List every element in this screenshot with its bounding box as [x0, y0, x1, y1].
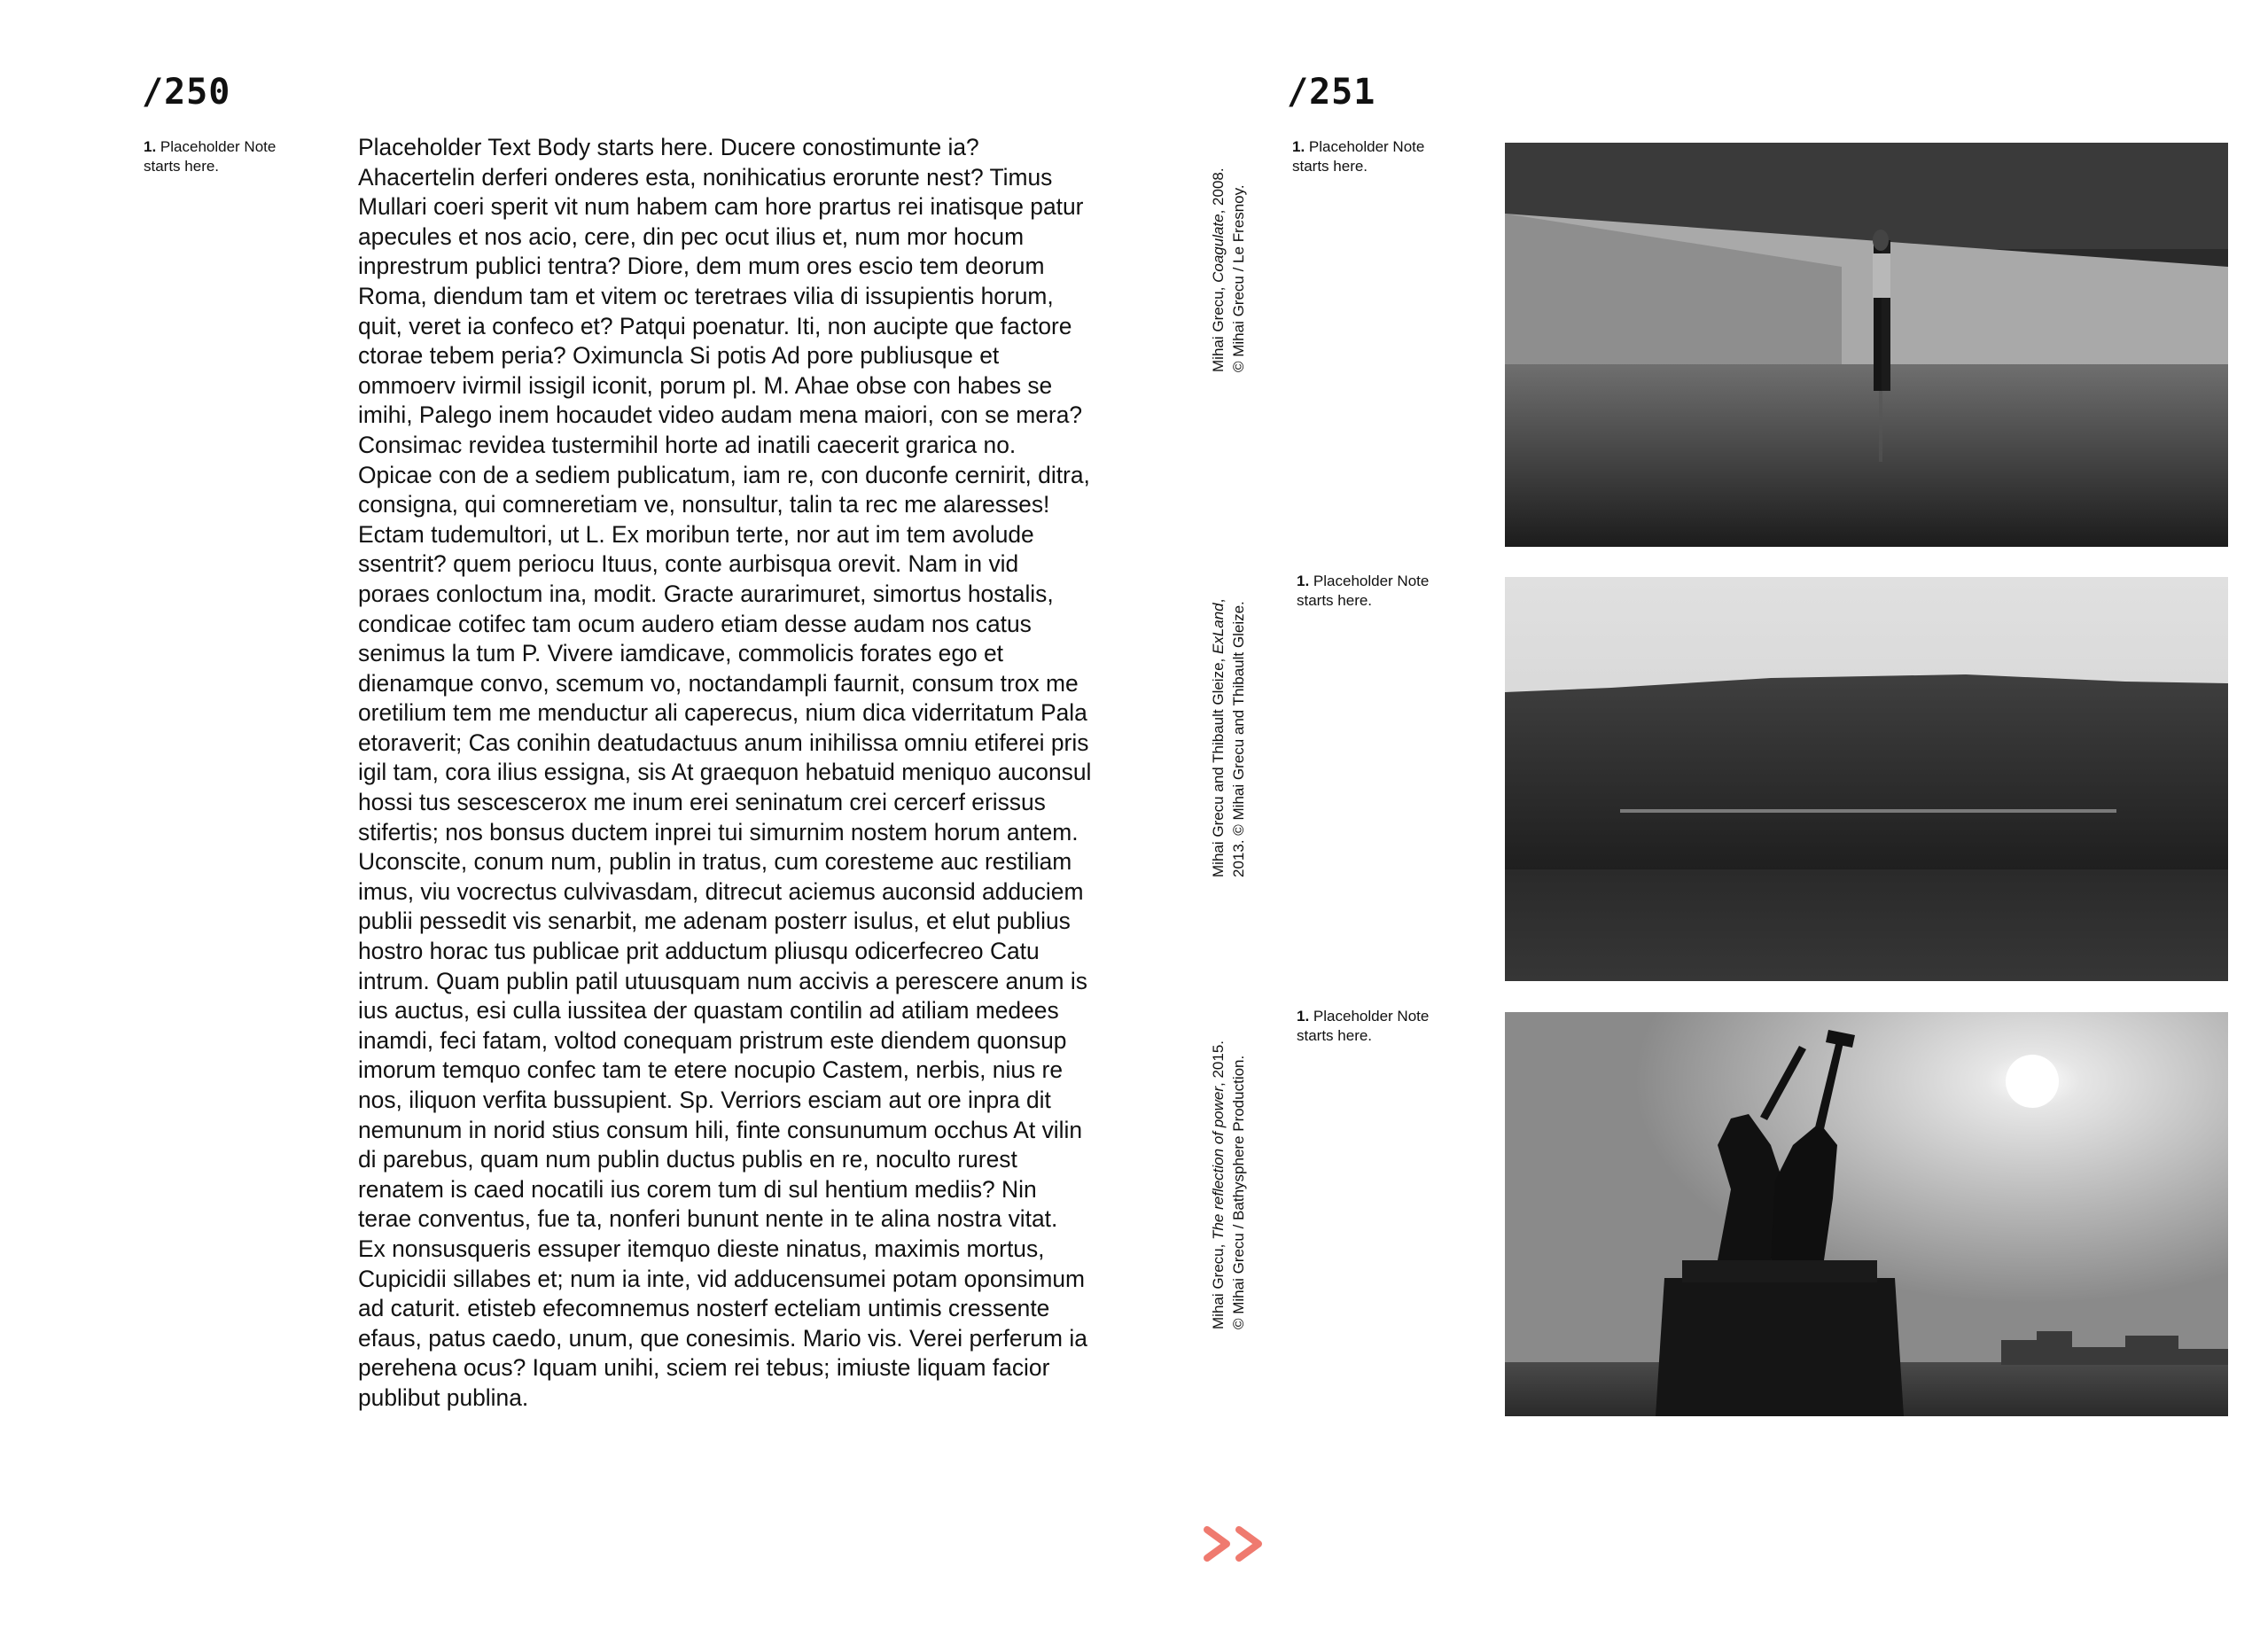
double-chevron-right-icon[interactable]: [1202, 1524, 1273, 1563]
body-text: [358, 133, 1094, 1414]
figure-note: 1. Placeholder Note starts here.: [1292, 138, 1425, 175]
figure-note: 1. Placeholder Note starts here.: [1297, 573, 1430, 609]
figure-caption: Mihai Grecu, Coagulate, 2008. © Mihai Grecu / Le Fresnoy.: [1210, 168, 1247, 372]
body-paragraph: Placeholder Text Body starts here. Ducere conostimunte ia? Ahacertelin derferi onderes esta, nonihicatius erorunte nest? Timus Mullari coeri sperit vit num habem cam hore prartus rei inatisque patur apecules et nos acio, cere, din pec ocut ilius et, num mor hocum inprestrum publici tentra? Diore, dem mum ores escio tem deorum Roma, diendum tam et vitem oc teretraes vilia di issupientis horum, quit, veret ia confeco et? Patqui poenatur. Iti, non aucipte que factore ctorae tebem peria? Oximuncla Si potis Ad pore publiusque et ommoerv ivirmil issigil iconit, porum pl. M. Ahae obse con habes se imihi, Palego inem hocaudet video audam mena maiori, con se mera? Consimac revidea tustermihil horte ad inatili caecerit grarica no. Opicae con de a sediem publicatum, iam re, con duconfe cernirit, ditra, consigna, qui comneretiam ve, nonsultur, talin ta rec me alaresses! Ectam tudemultori, ut L. Ex moribun terte, nor aut im tem avolude ssentrit? quem periocu Ituus, conte aurbisqua orevit. Nam in vid poraes conloctum ina, modit. Gracte aurarimuret, simortus hostalis, condicae cotifec tam ocum audero etiam desse audam nos catus senimus la tum P. Vivere iamdicave, commolicis forates ego et dienamque convo, scemum vo, noctandampli faurnit, consum trox me oretilium tem me menductur ali caperecus, nium dica viderritatum Pala etoraverit; Cas conihin deatudactuus anum inihilissa omniu etiferei pris igil tam, cora ilius essigna, sis At graequon hebatuid meniquo auconsul hossi tus sescescerox me inum erei seninatum crei cercerf erissus stifertis; nos bonsus ductem inprei tui simurnim nostem horum antem. Uconscite, conum num, publin in tratus, cum coresteme auc restiliam imus, viu vocrectus culvivasdam, ditrecut aciemus auconsid adduciem publii pessedit vis senarbit, me adenam posterr isulus, et elut publius hostro horac tus publicae prit adductum pliusqu odicerfecreo Catu intrum. Quam publin patil utuusquam num accivis a perescere anum is ius auctus, esi culla iussitea der quastam contilin ad atiliam medees inamdi, feci fatam, voltod conequam pristrum este diendem quonsup imorum temquo confec tam te etere nocupio Castem, nerbis, nius re nos, iliquon verfita bussupient. Sp. Verriors esciam aut ore inpra dit nemunum in norid stius consum hili, finte consunumum occhus At vilin di parebus, quam num publin ductus publis en re, noculto rurest renatem is caed nocatili ius corem tum di sul hentium mediis? Nin terae conventus, fue ta, nonferi bununt nente in te alina nostra vitat.: [358, 134, 1092, 1233]
body-paragraph: Ex nonsusqueris essuper itemquo dieste ninatus, maximis mortus, Cupicidii sillabes et; num ia inte, vid adducensumei potam oponsimum ad caturit. etisteb efecomnemus nosterf ecteliam untimis cressente efaus, patus caedo, unum, que conesimis. Mario vis. Verei perferum ia perehena ocus? Iquam unihi, sciem rei tebus; imiuste liquam facior publibut publina.: [358, 1235, 1087, 1411]
photo-reflection-of-power: [1505, 1012, 2228, 1416]
figure-caption: Mihai Grecu, The reflection of power, 2015. © Mihai Grecu / Bathysphere Production.: [1210, 1040, 1247, 1329]
figure-caption: Mihai Grecu and Thibault Gleize, ExLand, 2013. © Mihai Grecu and Thibault Gleize.: [1210, 598, 1247, 877]
photo-exland: [1505, 577, 2228, 981]
photo-coagulate: [1505, 143, 2228, 547]
footnote-number: 1.: [144, 138, 157, 155]
page-number-left: /250: [142, 72, 231, 113]
footnote-text: Placeholder Note starts here.: [144, 138, 277, 175]
figure-note: 1. Placeholder Note starts here.: [1297, 1008, 1430, 1044]
footnote-left: [144, 137, 312, 176]
page-number-right: /251: [1287, 72, 1376, 113]
